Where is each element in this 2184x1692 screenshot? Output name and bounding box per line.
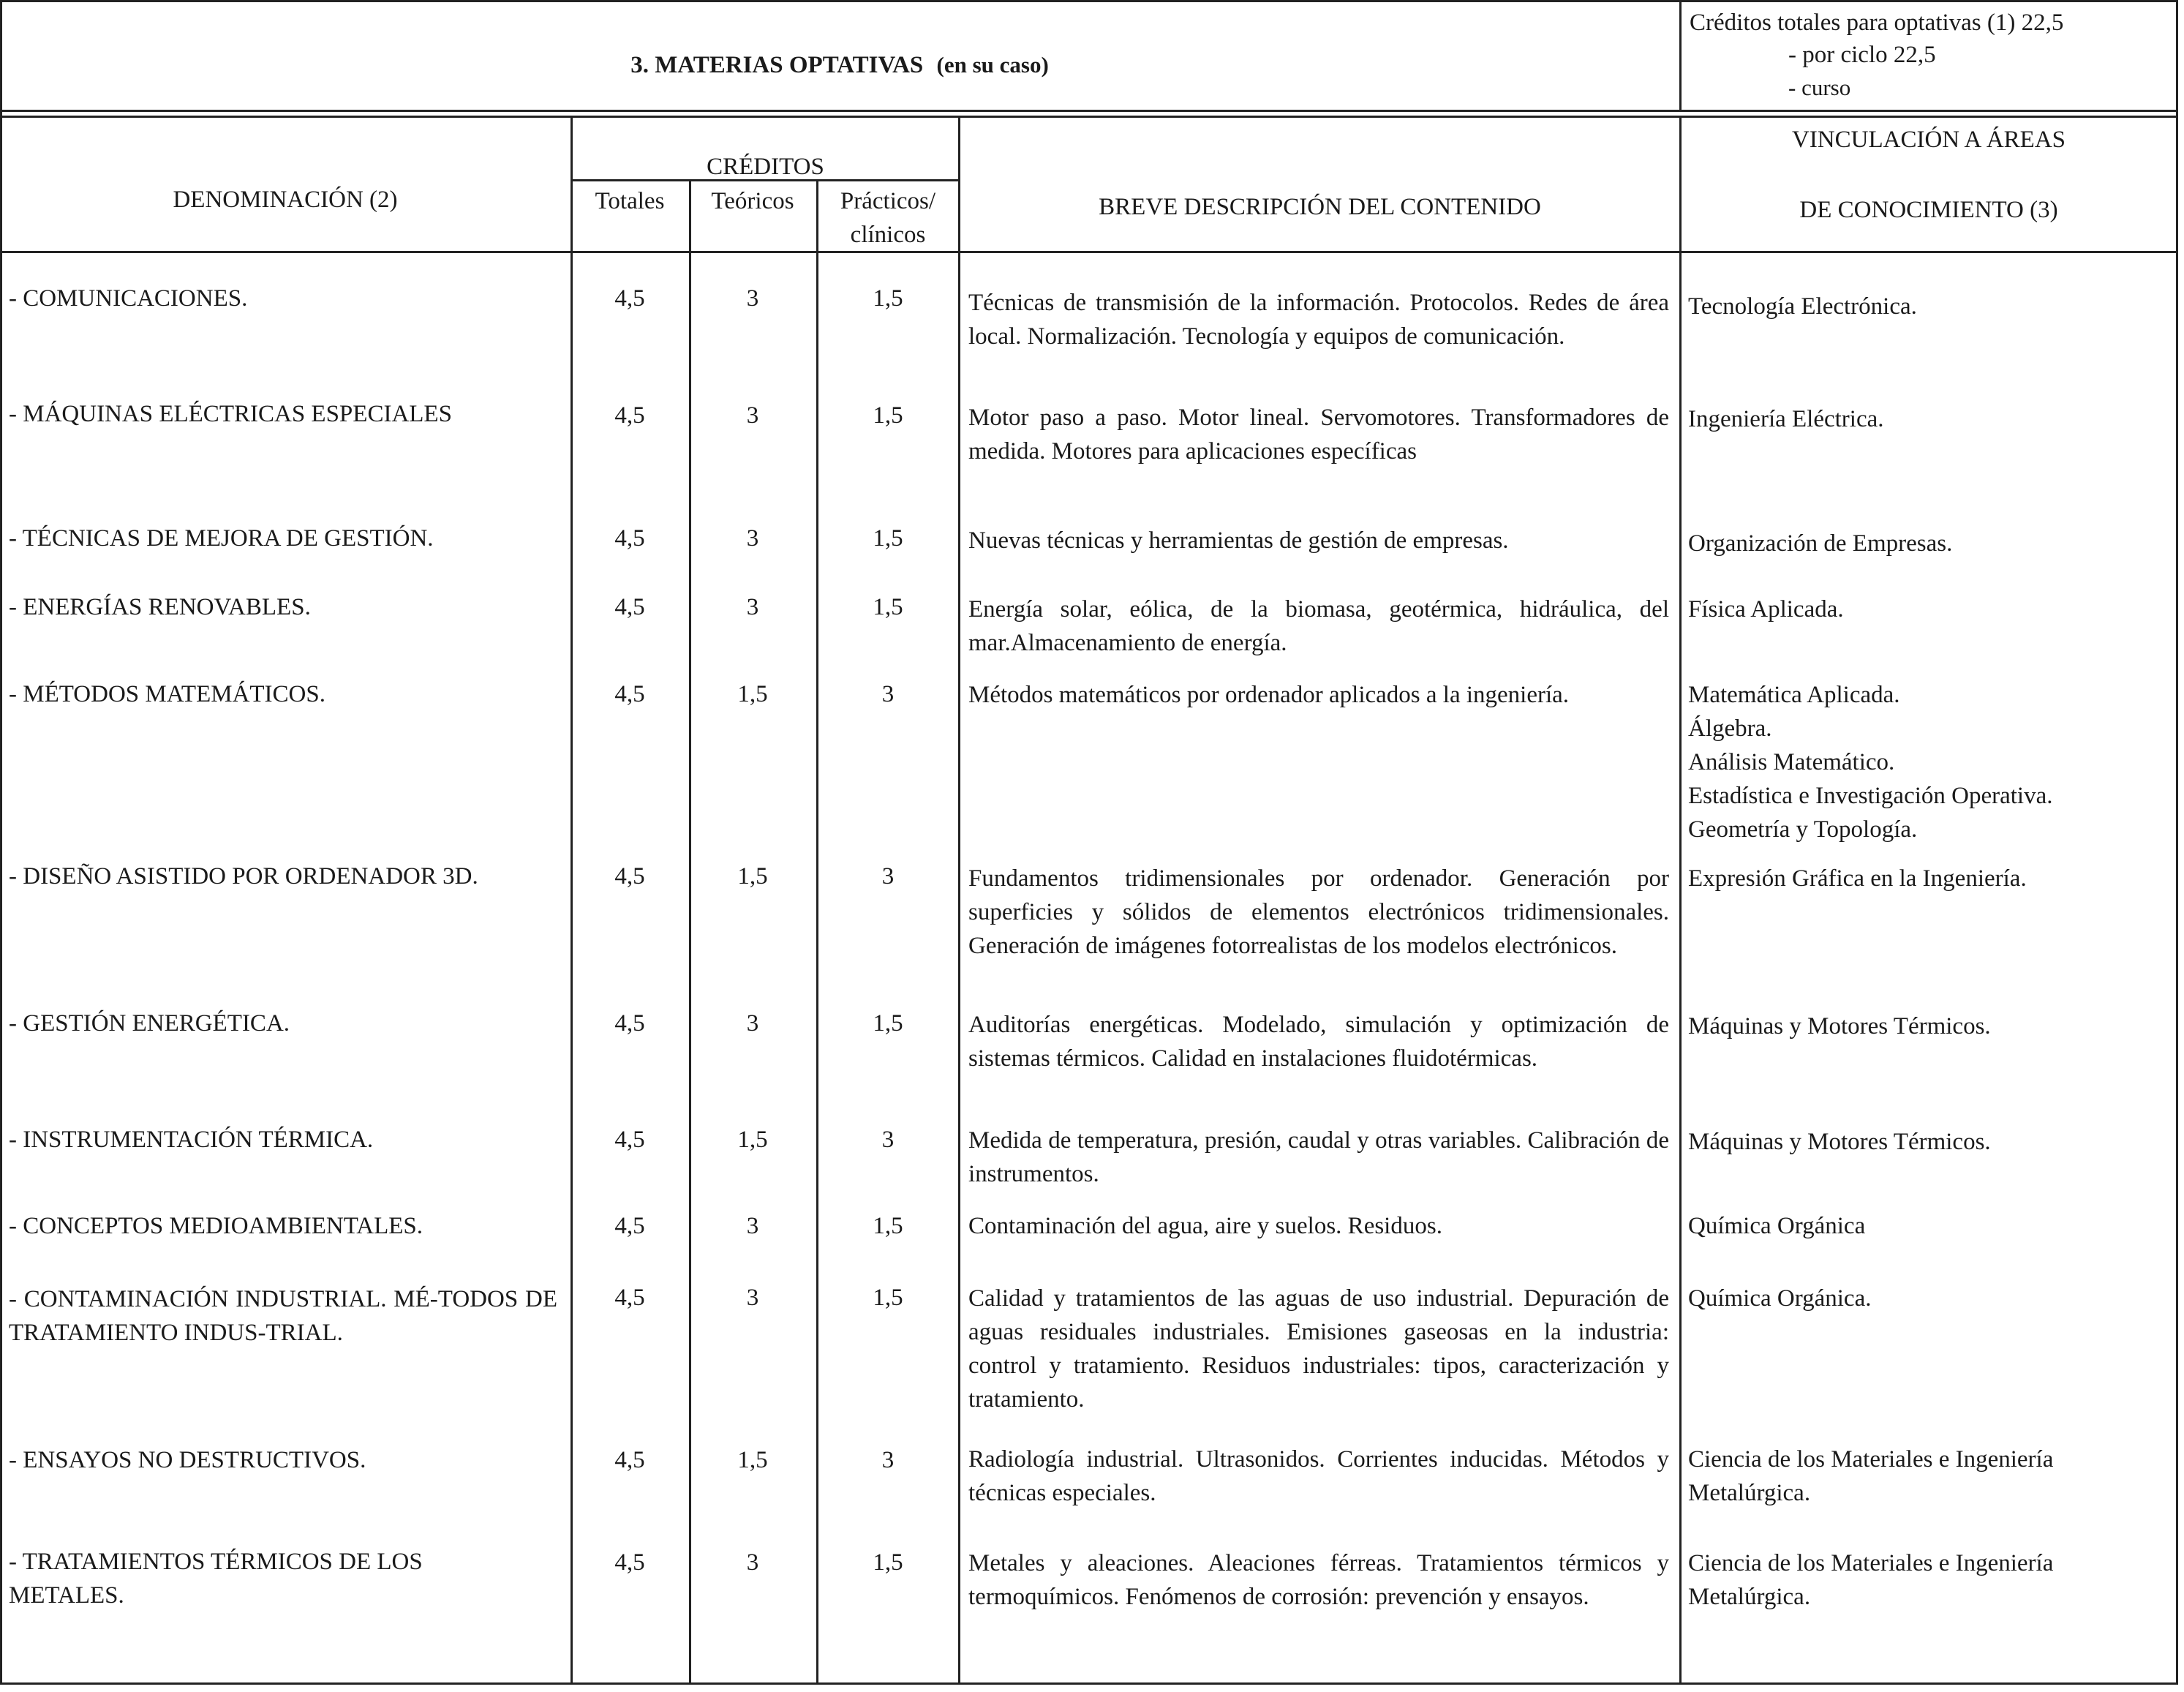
row-description: Nuevas técnicas y herramientas de gestión de empresas. bbox=[968, 527, 1509, 554]
row-name: - CONTAMINACIÓN INDUSTRIAL. MÉ-TODOS DE TRATAMIENTO INDUS-TRIAL. bbox=[9, 1286, 557, 1346]
row-description: Radiología industrial. Ultrasonidos. Corrientes inducidas. Métodos y técnicas especiales. bbox=[968, 1446, 1669, 1506]
row-practicos: 3 bbox=[881, 1447, 895, 1473]
row-practicos: 1,5 bbox=[873, 594, 903, 620]
header-bottom-border bbox=[0, 110, 2178, 112]
col-divider-descripcion bbox=[1679, 116, 1682, 1685]
row-teoricos: 3 bbox=[746, 402, 759, 429]
row-totales: 4,5 bbox=[614, 1285, 645, 1311]
row-practicos: 1,5 bbox=[873, 1549, 903, 1576]
row-name: - MÉTODOS MATEMÁTICOS. bbox=[9, 681, 325, 707]
row-practicos: 1,5 bbox=[873, 525, 903, 552]
top-border bbox=[0, 0, 2178, 2]
row-name: - CONCEPTOS MEDIOAMBIENTALES. bbox=[9, 1213, 423, 1239]
row-description: Fundamentos tridimensionales por ordenador. Generación por superficies y sólidos de elementos electrónicos tridimensionales. Generación de imágenes fotorrealistas de los modelos electrónicos. bbox=[968, 865, 1669, 959]
row-teoricos: 1,5 bbox=[737, 681, 768, 707]
row-teoricos: 3 bbox=[746, 1285, 759, 1311]
credits-total: Créditos totales para optativas (1) 22,5 bbox=[1690, 10, 2064, 36]
header-vinculacion-2: DE CONOCIMIENTO (3) bbox=[1799, 197, 2058, 223]
row-practicos: 1,5 bbox=[873, 285, 903, 312]
row-totales: 4,5 bbox=[614, 1010, 645, 1037]
header-vinculacion-1: VINCULACIÓN A ÁREAS bbox=[1791, 127, 2066, 153]
row-teoricos: 1,5 bbox=[737, 863, 768, 890]
credits-cycle: - por ciclo 22,5 bbox=[1788, 42, 1936, 68]
row-practicos: 1,5 bbox=[873, 1010, 903, 1037]
row-area: Máquinas y Motores Térmicos. bbox=[1688, 1013, 1991, 1039]
row-totales: 4,5 bbox=[614, 1213, 645, 1239]
row-description: Medida de temperatura, presión, caudal y otras variables. Calibración de instrumentos. bbox=[968, 1127, 1669, 1187]
row-description: Calidad y tratamientos de las aguas de uso industrial. Depuración de aguas residuales industriales. Emisiones gaseosas en la industria: control y tratamiento. Residuos industriales: tipos, caracterización y tratamiento. bbox=[968, 1285, 1669, 1413]
colheader-top-border bbox=[0, 116, 2178, 118]
row-area: Organización de Empresas. bbox=[1688, 530, 1953, 557]
row-teoricos: 3 bbox=[746, 525, 759, 552]
row-name: - GESTIÓN ENERGÉTICA. bbox=[9, 1010, 290, 1037]
row-name: - DISEÑO ASISTIDO POR ORDENADOR 3D. bbox=[9, 863, 478, 890]
row-name: - ENSAYOS NO DESTRUCTIVOS. bbox=[9, 1447, 366, 1473]
row-totales: 4,5 bbox=[614, 594, 645, 620]
row-totales: 4,5 bbox=[614, 1447, 645, 1473]
header-divider bbox=[1679, 0, 1682, 112]
header-descripcion: BREVE DESCRIPCIÓN DEL CONTENIDO bbox=[1099, 194, 1541, 220]
header-totales: Totales bbox=[595, 188, 665, 214]
row-name: - INSTRUMENTACIÓN TÉRMICA. bbox=[9, 1127, 374, 1153]
row-area: Química Orgánica bbox=[1688, 1213, 1866, 1239]
credits-course: - curso bbox=[1788, 75, 1851, 100]
row-area: Química Orgánica. bbox=[1688, 1285, 1872, 1312]
row-description: Metales y aleaciones. Aleaciones férreas. Tratamientos térmicos y termoquímicos. Fenómenos de corrosión: prevención y ensayos. bbox=[968, 1550, 1669, 1610]
row-area: Expresión Gráfica en la Ingeniería. bbox=[1688, 865, 2027, 892]
bottom-border bbox=[0, 1682, 2178, 1685]
row-area: Ingeniería Eléctrica. bbox=[1688, 406, 1884, 432]
row-practicos: 3 bbox=[881, 863, 895, 890]
colheader-bottom-border bbox=[0, 251, 2178, 253]
row-description: Motor paso a paso. Motor lineal. Servomotores. Transformadores de medida. Motores para aplicaciones específicas bbox=[968, 405, 1669, 465]
row-teoricos: 1,5 bbox=[737, 1127, 768, 1153]
row-totales: 4,5 bbox=[614, 681, 645, 707]
row-name: - COMUNICACIONES. bbox=[9, 285, 248, 312]
row-practicos: 1,5 bbox=[873, 1285, 903, 1311]
row-totales: 4,5 bbox=[614, 525, 645, 552]
row-description: Auditorías energéticas. Modelado, simulación y optimización de sistemas térmicos. Calidad en instalaciones fluidotérmicas. bbox=[968, 1012, 1669, 1072]
row-description: Métodos matemáticos por ordenador aplicados a la ingeniería. bbox=[968, 682, 1570, 708]
row-teoricos: 3 bbox=[746, 1549, 759, 1576]
row-teoricos: 3 bbox=[746, 1213, 759, 1239]
row-totales: 4,5 bbox=[614, 1549, 645, 1576]
row-area: Ciencia de los Materiales e Ingeniería Metalúrgica. bbox=[1688, 1550, 2054, 1610]
row-description: Técnicas de transmisión de la información. Protocolos. Redes de área local. Normalización. Tecnología y equipos de comunicación. bbox=[968, 290, 1669, 350]
row-teoricos: 3 bbox=[746, 285, 759, 312]
row-area: Física Aplicada. bbox=[1688, 596, 1844, 623]
row-area: Máquinas y Motores Térmicos. bbox=[1688, 1129, 1991, 1155]
row-totales: 4,5 bbox=[614, 285, 645, 312]
row-name: - TRATAMIENTOS TÉRMICOS DE LOS METALES. bbox=[9, 1549, 423, 1609]
section-title: 3. MATERIAS OPTATIVAS (en su caso) bbox=[630, 52, 1049, 78]
row-area: Matemática Aplicada. Álgebra. Análisis Matemático. Estadística e Investigación Operativa. Geometría y Topología. bbox=[1688, 682, 2053, 843]
row-name: - ENERGÍAS RENOVABLES. bbox=[9, 594, 311, 620]
row-practicos: 1,5 bbox=[873, 402, 903, 429]
row-practicos: 3 bbox=[881, 681, 895, 707]
row-practicos: 1,5 bbox=[873, 1213, 903, 1239]
row-name: - TÉCNICAS DE MEJORA DE GESTIÓN. bbox=[9, 525, 434, 552]
col-divider-practicos bbox=[958, 116, 960, 1685]
header-teoricos: Teóricos bbox=[711, 188, 794, 214]
row-area: Tecnología Electrónica. bbox=[1688, 293, 1917, 320]
row-totales: 4,5 bbox=[614, 863, 645, 890]
row-teoricos: 3 bbox=[746, 594, 759, 620]
header-denominacion: DENOMINACIÓN (2) bbox=[173, 187, 398, 213]
header-practicos: Prácticos/ clínicos bbox=[840, 188, 936, 248]
row-name: - MÁQUINAS ELÉCTRICAS ESPECIALES bbox=[9, 401, 452, 427]
row-totales: 4,5 bbox=[614, 1127, 645, 1153]
row-practicos: 3 bbox=[881, 1127, 895, 1153]
left-border bbox=[0, 0, 2, 1685]
row-description: Energía solar, eólica, de la biomasa, geotérmica, hidráulica, del mar.Almacenamiento de energía. bbox=[968, 596, 1669, 656]
row-area: Ciencia de los Materiales e Ingeniería Metalúrgica. bbox=[1688, 1446, 2054, 1506]
row-teoricos: 1,5 bbox=[737, 1447, 768, 1473]
header-creditos: CRÉDITOS bbox=[707, 154, 824, 180]
row-teoricos: 3 bbox=[746, 1010, 759, 1037]
row-totales: 4,5 bbox=[614, 402, 645, 429]
row-description: Contaminación del agua, aire y suelos. Residuos. bbox=[968, 1213, 1442, 1239]
right-border bbox=[2176, 0, 2178, 1685]
